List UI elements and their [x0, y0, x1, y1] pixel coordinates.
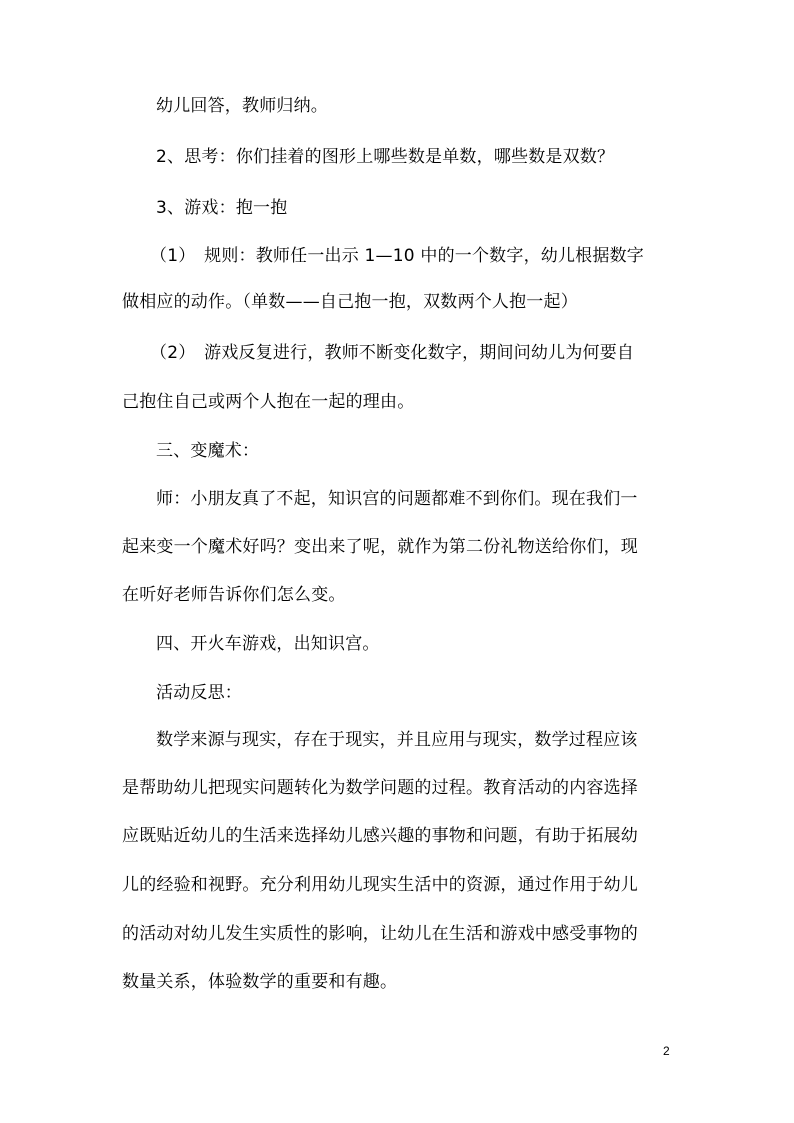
paragraph-line-3: 3、游戏：抱一抱	[156, 198, 288, 218]
paragraph-line-13: 活动反思：	[156, 683, 242, 703]
paragraph-line-11: 在听好老师告诉你们怎么变。	[122, 585, 346, 605]
paragraph-line-16: 应既贴近幼儿的生活来选择幼儿感兴趣的事物和问题，有助于拓展幼	[122, 826, 638, 846]
paragraph-line-2: 2、思考：你们挂着的图形上哪些数是单数，哪些数是双数？	[156, 147, 615, 167]
paragraph-line-7: 己抱住自己或两个人抱在一起的理由。	[122, 392, 415, 412]
paragraph-line-6: （2） 游戏反复进行，教师不断变化数字，期间问幼儿为何要自	[150, 343, 635, 363]
page-number: 2	[663, 1044, 670, 1058]
paragraph-line-4: （1） 规则：教师任一出示 1—10 中的一个数字，幼儿根据数字	[150, 246, 644, 266]
paragraph-line-18: 的活动对幼儿发生实质性的影响，让幼儿在生活和游戏中感受事物的	[122, 924, 638, 944]
paragraph-line-12: 四、开火车游戏，出知识宫。	[156, 634, 380, 654]
paragraph-line-9: 师：小朋友真了不起，知识宫的问题都难不到你们。现在我们一	[156, 489, 638, 509]
paragraph-line-8: 三、变魔术：	[156, 441, 260, 461]
paragraph-line-5: 做相应的动作。（单数——自己抱一抱，双数两个人抱一起）	[122, 292, 578, 312]
paragraph-line-14: 数学来源与现实，存在于现实，并且应用与现实，数学过程应该	[156, 730, 638, 750]
paragraph-line-1: 幼儿回答，教师归纳。	[156, 96, 328, 116]
paragraph-line-10: 起来变一个魔术好吗？变出来了呢，就作为第二份礼物送给你们，现	[122, 537, 638, 557]
paragraph-line-19: 数量关系，体验数学的重要和有趣。	[122, 972, 398, 992]
paragraph-line-17: 儿的经验和视野。充分利用幼儿现实生活中的资源，通过作用于幼儿	[122, 875, 638, 895]
paragraph-line-15: 是帮助幼儿把现实问题转化为数学问题的过程。教育活动的内容选择	[122, 778, 638, 798]
